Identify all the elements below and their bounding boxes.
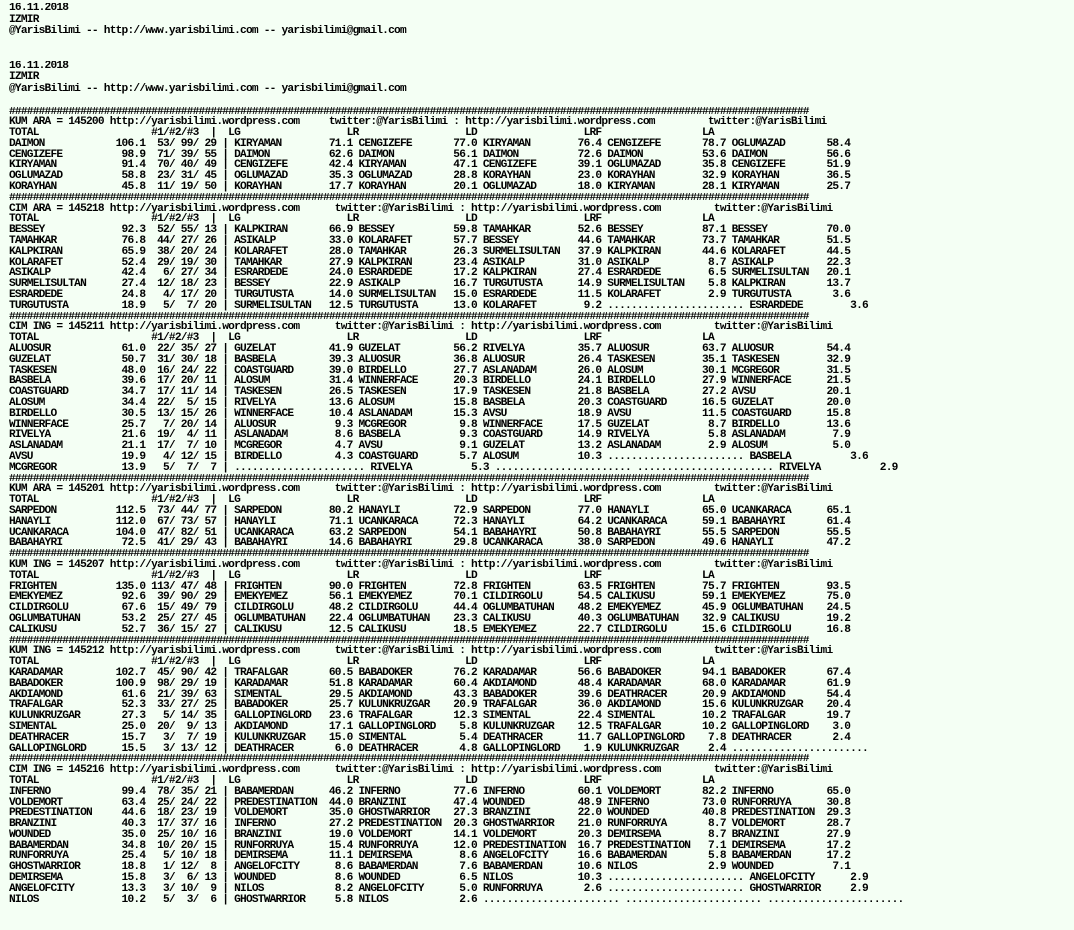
separator-line: ####################################################################################################################################### (9, 311, 809, 323)
header-city: IZMIR (9, 13, 39, 26)
separator-line: ####################################################################################################################################### (9, 635, 809, 647)
report-header-1 (9, 3, 1071, 38)
table-row: ALUOSUR 61.0 22/ 35/ 27 | GUZELAT 41.9 GUZELAT 56.2 RIVELYA 35.7 ALUOSUR 63.7 ALUOSUR 54.4 (9, 343, 851, 356)
table-row: HANAYLI 112.0 67/ 73/ 57 | HANAYLI 71.1 UCANKARACA 72.3 HANAYLI 64.2 UCANKARACA 59.1 BABAHAYRI 61.4 (9, 515, 851, 528)
header-contact: @YarisBilimi -- http://www.yarisbilimi.com -- yarisbilimi@gmail.com (9, 25, 406, 37)
table-row: WINNERFACE 25.7 7/ 20/ 14 | ALUOSUR 9.3 MCGREGOR 9.8 WINNERFACE 17.5 GUZELAT 8.7 BIRDELLO 13.6 (9, 418, 851, 431)
table-row: DEMIRSEMA 15.8 3/ 6/ 13 | WOUNDED 8.6 WOUNDED 6.5 NILOS 10.3 ....................... ANGELOFCITY 2.9 (9, 872, 868, 885)
table-row: VOLDEMORT 63.4 25/ 24/ 22 | PREDESTINATION 44.0 BRANZINI 47.4 WOUNDED 48.9 INFERNO 73.0 RUNFORRUYA 30.8 (9, 796, 851, 809)
table-row: GUZELAT 50.7 31/ 30/ 18 | BASBELA 39.3 ALUOSUR 36.8 ALUOSUR 26.4 TASKESEN 35.1 TASKESEN 32.9 (9, 353, 851, 366)
table-row: FRIGHTEN 135.0 113/ 47/ 48 | FRIGHTEN 90.0 FRIGHTEN 72.8 FRIGHTEN 63.5 FRIGHTEN 75.7 FRIGHTEN 93.5 (9, 580, 851, 593)
separator-line: ####################################################################################################################################### (9, 549, 809, 561)
separator-line: ####################################################################################################################################### (9, 106, 809, 118)
race-title: KUM ING = 145207 http://yarisbilimi.wordpress.com twitter:@YarisBilimi : http://yarisbilimi.wordpress.com twitter:@YarisBilimi (9, 558, 833, 571)
header-city: IZMIR (9, 71, 39, 83)
report-header-2 (9, 61, 1071, 96)
race-block (9, 636, 1071, 755)
table-row: CENGIZEFE 98.9 71/ 39/ 55 | DAIMON 62.6 DAIMON 56.1 DAIMON 72.6 DAIMON 53.6 DAIMON 56.6 (9, 148, 851, 161)
table-row: BESSEY 92.3 52/ 55/ 13 | KALPKIRAN 66.9 BESSEY 59.8 TAMAHKAR 52.6 BESSEY 87.1 BESSEY 70.0 (9, 224, 851, 237)
table-row: ANGELOFCITY 13.3 3/ 10/ 9 | NILOS 8.2 ANGELOFCITY 5.0 RUNFORRUYA 2.6 ....................... GHOSTWARRIOR 2.9 (9, 882, 868, 895)
table-row: GALLOPINGLORD 15.5 3/ 13/ 12 | DEATHRACER 6.0 DEATHRACER 4.8 GALLOPINGLORD 1.9 KULUNKRUZGAR 2.4 ....................... (9, 742, 868, 755)
header-spacer (9, 95, 1071, 107)
column-header: TOTAL #1/#2/#3 | LG LR LD LRF LA (9, 774, 714, 787)
table-row: KOLARAFET 52.4 29/ 19/ 30 | TAMAHKAR 27.9 KALPKIRAN 23.4 ASIKALP 31.0 ASIKALP 8.7 ASIKALP 22.3 (9, 256, 851, 269)
table-row: SIMENTAL 25.0 20/ 9/ 13 | AKDIAMOND 17.1 GALLOPINGLORD 5.8 KULUNKRUZGAR 12.5 TRAFALGAR 10.2 GALLOPINGLORD 3.0 (9, 720, 851, 733)
column-header: TOTAL #1/#2/#3 | LG LR LD LRF LA (9, 494, 714, 507)
table-row: SARPEDON 112.5 73/ 44/ 77 | SARPEDON 80.2 HANAYLI 72.9 SARPEDON 77.0 HANAYLI 65.0 UCANKARACA 65.1 (9, 504, 851, 517)
race-title: KUM ARA = 145200 http://yarisbilimi.wordpress.com twitter:@YarisBilimi : http://yarisbilimi.wordpress.com twitter:@YarisBilimi (9, 116, 827, 129)
table-row: NILOS 10.2 5/ 3/ 6 | GHOSTWARRIOR 5.8 NILOS 2.6 ....................... ....................... ....................... (9, 893, 904, 906)
race-block (9, 549, 1071, 635)
column-header: TOTAL #1/#2/#3 | LG LR LD LRF LA (9, 656, 714, 669)
race-block (9, 193, 1071, 312)
table-row: BABAMERDAN 34.8 10/ 20/ 15 | RUNFORRUYA 15.4 RUNFORRUYA 12.0 PREDESTINATION 16.7 PREDESTINATION 7.1 DEMIRSEMA 17.2 (9, 839, 851, 852)
header-date: 16.11.2018 (9, 60, 69, 72)
race-block (9, 754, 1071, 905)
table-row: CALIKUSU 52.7 36/ 15/ 27 | CALIKUSU 12.5 CALIKUSU 18.5 EMEKYEMEZ 22.7 CILDIRGOLU 15.6 CILDIRGOLU 16.8 (9, 623, 851, 636)
table-row: OGLUMAZAD 58.8 23/ 31/ 45 | OGLUMAZAD 35.3 OGLUMAZAD 28.8 KORAYHAN 23.0 KORAYHAN 32.9 KORAYHAN 36.5 (9, 170, 851, 183)
table-row: SURMELISULTAN 27.4 12/ 18/ 23 | BESSEY 22.9 ASIKALP 16.7 TURGUTUSTA 14.9 SURMELISULTAN 5.8 KALPKIRAN 13.7 (9, 278, 851, 291)
table-row: UCANKARACA 104.0 47/ 82/ 51 | UCANKARACA 63.2 SARPEDON 54.1 BABAHAYRI 50.8 BABAHAYRI 55.5 SARPEDON 55.5 (9, 526, 851, 539)
table-row: BRANZINI 40.3 17/ 37/ 16 | INFERNO 27.2 PREDESTINATION 20.3 GHOSTWARRIOR 21.0 RUNFORRUYA 8.7 VOLDEMORT 28.7 (9, 818, 851, 831)
race-title: CIM ING = 145216 http://yarisbilimi.wordpress.com twitter:@YarisBilimi : http://yarisbilimi.wordpress.com twitter:@YarisBilimi (9, 764, 833, 777)
table-row: KIRYAMAN 91.4 70/ 40/ 49 | CENGIZEFE 42.4 KIRYAMAN 47.1 CENGIZEFE 39.1 OGLUMAZAD 35.8 CENGIZEFE 51.9 (9, 159, 851, 172)
column-header: TOTAL #1/#2/#3 | LG LR LD LRF LA (9, 213, 714, 226)
race-title: KUM ARA = 145201 http://yarisbilimi.wordpress.com twitter:@YarisBilimi : http://yarisbilimi.wordpress.com twitter:@YarisBilimi (9, 483, 833, 496)
table-row: AKDIAMOND 61.6 21/ 39/ 63 | SIMENTAL 29.5 AKDIAMOND 43.3 BABADOKER 39.6 DEATHRACER 20.9 AKDIAMOND 54.4 (9, 688, 851, 701)
table-row: TAMAHKAR 76.8 44/ 27/ 26 | ASIKALP 33.0 KOLARAFET 57.7 BESSEY 44.6 TAMAHKAR 73.7 TAMAHKAR 51.5 (9, 235, 851, 248)
table-row: BABAHAYRI 72.5 41/ 29/ 43 | BABAHAYRI 14.6 BABAHAYRI 29.8 UCANKARACA 38.0 SARPEDON 49.6 HANAYLI 47.2 (9, 537, 851, 550)
race-title: KUM ING = 145212 http://yarisbilimi.wordpress.com twitter:@YarisBilimi : http://yarisbilimi.wordpress.com twitter:@YarisBilimi (9, 645, 833, 658)
table-row: INFERNO 99.4 78/ 35/ 21 | BABAMERDAN 46.2 INFERNO 77.6 INFERNO 60.1 VOLDEMORT 82.2 INFERNO 65.0 (9, 785, 851, 798)
separator-line: ####################################################################################################################################### (9, 754, 809, 766)
table-row: COASTGUARD 34.7 17/ 11/ 14 | TASKESEN 26.5 TASKESEN 17.9 TASKESEN 21.8 BASBELA 27.2 AVSU 20.1 (9, 386, 851, 399)
header-contact: @YarisBilimi -- http://www.yarisbilimi.com -- yarisbilimi@gmail.com (9, 82, 406, 95)
table-row: MCGREGOR 13.9 5/ 7/ 7 | ...................... RIVELYA 5.3 ....................... ....................... RIVELYA 2.9 (9, 461, 898, 474)
table-row: GHOSTWARRIOR 18.8 1/ 12/ 8 | ANGELOFCITY 8.6 BABAMERDAN 7.6 BABAMERDAN 10.6 NILOS 2.9 WOUNDED 7.1 (9, 861, 851, 874)
table-row: ESRARDEDE 24.8 4/ 17/ 20 | TURGUTUSTA 14.0 SURMELISULTAN 15.0 ESRARDEDE 11.5 KOLARAFET 2.9 TURGUTUSTA 3.6 (9, 289, 851, 302)
table-row: OGLUMBATUHAN 53.2 25/ 27/ 45 | OGLUMBATUHAN 22.4 OGLUMBATUHAN 23.3 CALIKUSU 40.3 OGLUMBATUHAN 32.9 CALIKUSU 19.2 (9, 612, 851, 625)
column-header: TOTAL #1/#2/#3 | LG LR LD LRF LA (9, 127, 714, 140)
table-row: TASKESEN 48.0 16/ 24/ 22 | COASTGUARD 39.0 BIRDELLO 27.7 ASLANADAM 26.0 ALOSUM 30.1 MCGREGOR 31.5 (9, 364, 851, 377)
table-row: TURGUTUSTA 18.9 5/ 7/ 20 | SURMELISULTAN 12.5 TURGUTUSTA 13.0 KOLARAFET 9.2 ....................... ESRARDEDE 3.6 (9, 299, 868, 312)
table-row: KALPKIRAN 65.9 38/ 20/ 24 | KOLARAFET 28.0 TAMAHKAR 26.3 SURMELISULTAN 37.9 KALPKIRAN 44.6 KOLARAFET 44.5 (9, 245, 851, 258)
table-row: PREDESTINATION 44.6 18/ 23/ 19 | VOLDEMORT 35.0 GHOSTWARRIOR 27.3 BRANZINI 22.0 WOUNDED 40.8 PREDESTINATION 29.3 (9, 807, 851, 820)
separator-line: ####################################################################################################################################### (9, 473, 809, 485)
report-document (9, 3, 1071, 905)
table-row: WOUNDED 35.0 25/ 10/ 16 | BRANZINI 19.0 VOLDEMORT 14.1 VOLDEMORT 20.3 DEMIRSEMA 8.7 BRANZINI 27.9 (9, 828, 851, 841)
table-row: BASBELA 39.6 17/ 20/ 11 | ALOSUM 31.4 WINNERFACE 20.3 BIRDELLO 24.1 BIRDELLO 27.9 WINNERFACE 21.5 (9, 375, 851, 388)
table-row: ALOSUM 34.4 22/ 5/ 15 | RIVELYA 13.6 ALOSUM 15.8 BASBELA 20.3 COASTGUARD 16.5 GUZELAT 20.0 (9, 397, 851, 410)
column-header: TOTAL #1/#2/#3 | LG LR LD LRF LA (9, 569, 714, 582)
table-row: ASLANADAM 21.1 17/ 7/ 10 | MCGREGOR 4.7 AVSU 9.1 GUZELAT 13.2 ASLANADAM 2.9 ALOSUM 5.0 (9, 440, 851, 453)
table-row: RUNFORRUYA 25.4 5/ 10/ 18 | DEMIRSEMA 11.1 DEMIRSEMA 8.6 ANGELOFCITY 16.6 BABAMERDAN 5.8 BABAMERDAN 17.2 (9, 850, 851, 863)
header-spacer (9, 49, 1071, 61)
separator-line: ####################################################################################################################################### (9, 192, 809, 204)
race-title: CIM ARA = 145218 http://yarisbilimi.wordpress.com twitter:@YarisBilimi : http://yarisbilimi.wordpress.com twitter:@YarisBilimi (9, 202, 833, 215)
table-row: DAIMON 106.1 53/ 99/ 29 | KIRYAMAN 71.1 CENGIZEFE 77.0 KIRYAMAN 76.4 CENGIZEFE 78.7 OGLUMAZAD 58.4 (9, 137, 851, 150)
table-row: RIVELYA 21.6 19/ 4/ 11 | ASLANADAM 8.6 BASBELA 9.3 COASTGUARD 14.9 RIVELYA 5.8 ASLANADAM 7.9 (9, 429, 851, 442)
race-tables (9, 107, 1071, 906)
column-header: TOTAL #1/#2/#3 | LG LR LD LRF LA (9, 332, 714, 345)
race-block (9, 107, 1071, 193)
table-row: CILDIRGOLU 67.6 15/ 49/ 79 | CILDIRGOLU 48.2 CILDIRGOLU 44.4 OGLUMBATUHAN 48.2 EMEKYEMEZ 45.9 OGLUMBATUHAN 24.5 (9, 602, 851, 615)
table-row: BIRDELLO 30.5 13/ 15/ 26 | WINNERFACE 10.4 ASLANADAM 15.3 AVSU 18.9 AVSU 11.5 COASTGUARD 15.8 (9, 407, 851, 420)
table-row: ASIKALP 42.4 6/ 27/ 34 | ESRARDEDE 24.0 ESRARDEDE 17.2 KALPKIRAN 27.4 ESRARDEDE 6.5 SURMELISULTAN 20.1 (9, 267, 851, 280)
table-row: DEATHRACER 15.7 3/ 7/ 19 | KULUNKRUZGAR 15.0 SIMENTAL 5.4 DEATHRACER 11.7 GALLOPINGLORD 7.8 DEATHRACER 2.4 (9, 731, 851, 744)
header-date: 16.11.2018 (9, 3, 69, 14)
table-row: EMEKYEMEZ 92.6 39/ 90/ 29 | EMEKYEMEZ 56.1 EMEKYEMEZ 70.1 CILDIRGOLU 54.5 CALIKUSU 59.1 EMEKYEMEZ 75.0 (9, 591, 851, 604)
table-row: KORAYHAN 45.8 11/ 19/ 50 | KORAYHAN 17.7 KORAYHAN 20.1 OGLUMAZAD 18.0 KIRYAMAN 28.1 KIRYAMAN 25.7 (9, 181, 851, 193)
table-row: TRAFALGAR 52.3 33/ 27/ 25 | BABADOKER 25.7 KULUNKRUZGAR 20.9 TRAFALGAR 36.0 AKDIAMOND 15.6 KULUNKRUZGAR 20.4 (9, 699, 851, 712)
race-block (9, 312, 1071, 474)
table-row: AVSU 19.9 4/ 12/ 15 | BIRDELLO 4.3 COASTGUARD 5.7 ALOSUM 10.3 ....................... BASBELA 3.6 (9, 451, 868, 463)
race-title: CIM ING = 145211 http://yarisbilimi.wordpress.com twitter:@YarisBilimi : http://yarisbilimi.wordpress.com twitter:@YarisBilimi (9, 321, 833, 334)
table-row: KARADAMAR 102.7 45/ 90/ 42 | TRAFALGAR 60.5 BABADOKER 76.2 KARADAMAR 56.6 BABADOKER 94.1 BABADOKER 67.4 (9, 666, 851, 679)
header-spacer (9, 38, 1071, 50)
table-row: BABADOKER 100.9 98/ 29/ 19 | KARADAMAR 51.8 KARADAMAR 60.4 AKDIAMOND 48.4 KARADAMAR 68.0 KARADAMAR 61.9 (9, 677, 851, 690)
table-row: KULUNKRUZGAR 27.3 5/ 14/ 35 | GALLOPINGLORD 23.6 TRAFALGAR 12.3 SIMENTAL 22.4 SIMENTAL 10.2 TRAFALGAR 19.7 (9, 710, 851, 723)
race-block (9, 474, 1071, 550)
